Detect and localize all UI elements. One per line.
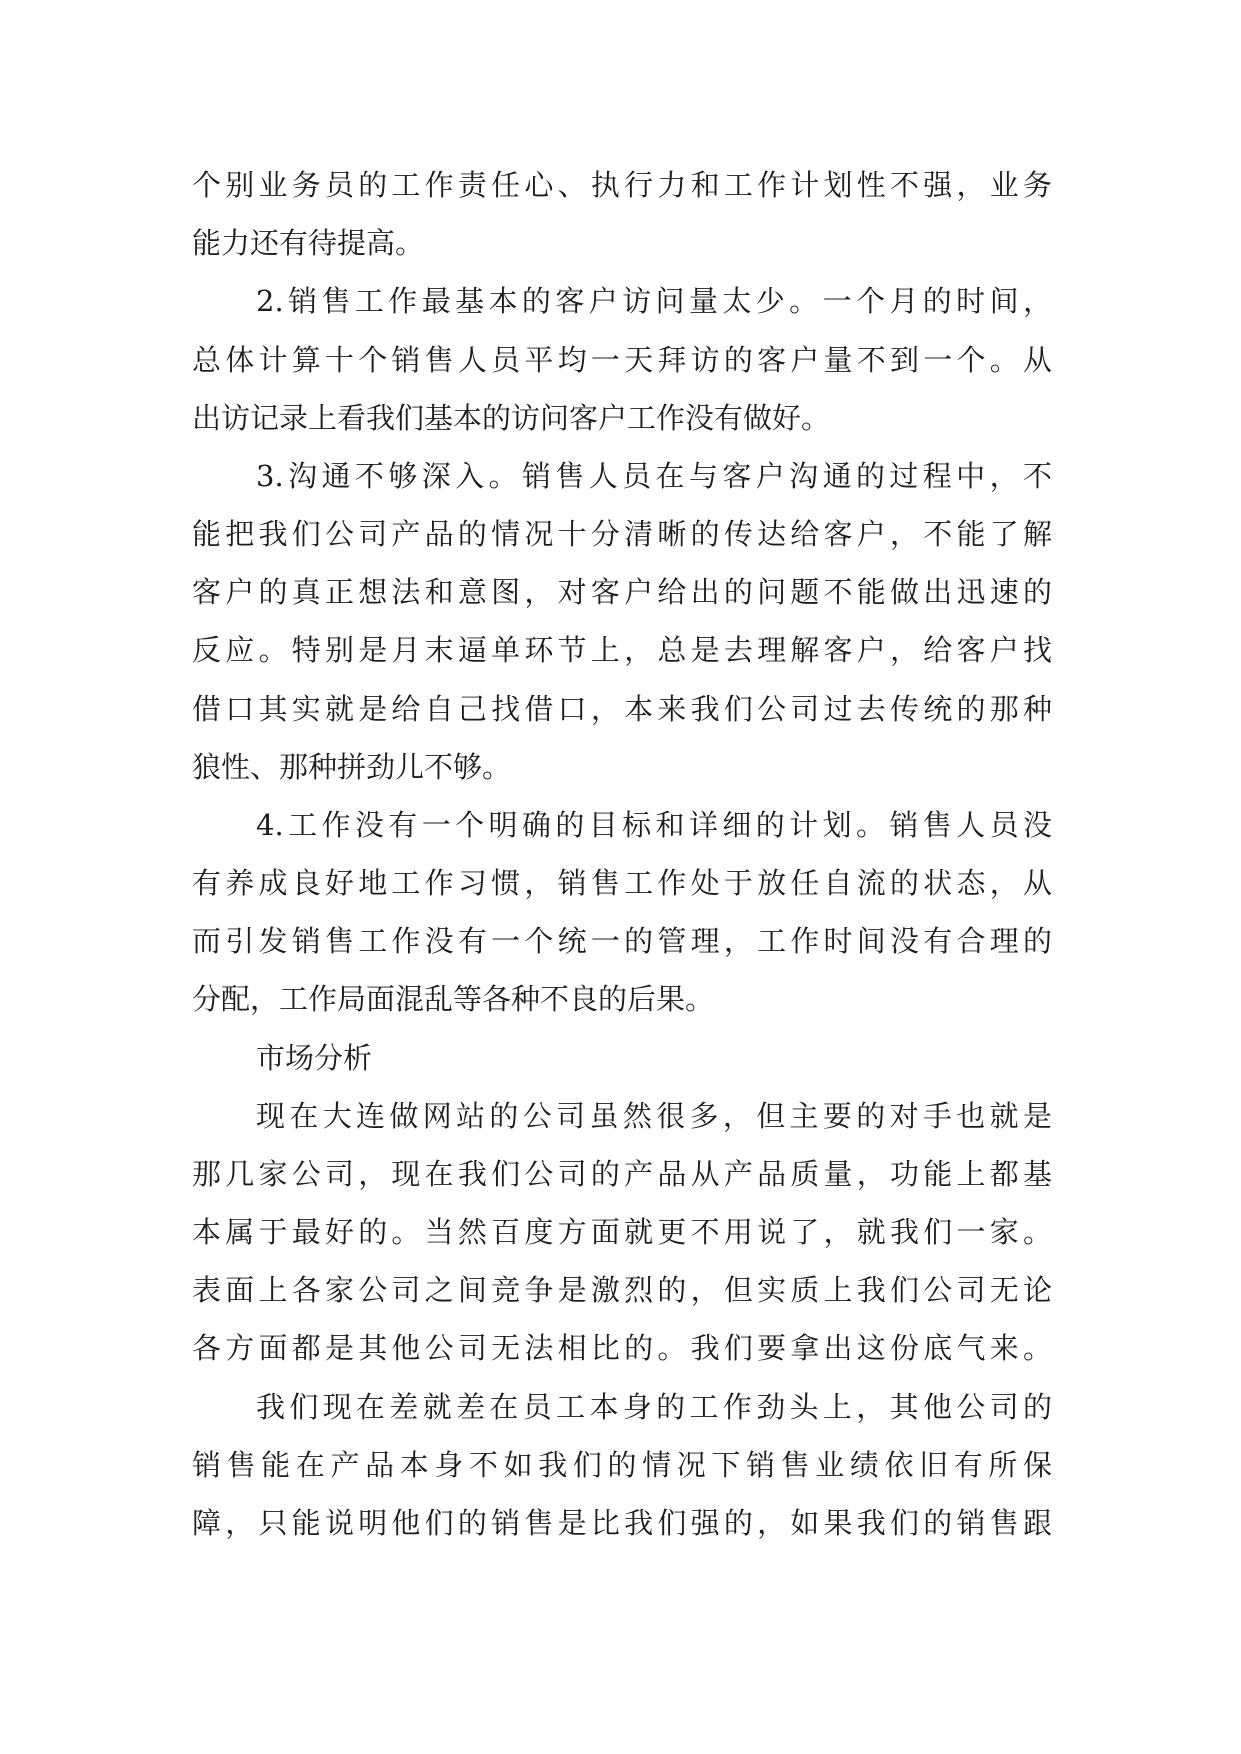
text-line: 有养成良好地工作习惯，销售工作处于放任自流的状态，从 [192,866,1052,900]
text-line: 总体计算十个销售人员平均一天拜访的客户量不到一个。从 [192,343,1052,377]
text-line: 障，只能说明他们的销售是比我们强的，如果我们的销售跟 [192,1506,1052,1540]
text-line: 而引发销售工作没有一个统一的管理，工作时间没有合理的 [192,924,1052,958]
text-line: 能把我们公司产品的情况十分清晰的传达给客户，不能了解 [192,517,1052,551]
text-line: 销售能在产品本身不如我们的情况下销售业绩依旧有所保 [192,1448,1052,1482]
text-line: 能力还有待提高。 [192,226,425,260]
text-line: 本属于最好的。当然百度方面就更不用说了，就我们一家。 [192,1215,1052,1249]
text-line: 2.销售工作最基本的客户访问量太少。一个月的时间， [256,284,1052,318]
text-line: 现在大连做网站的公司虽然很多，但主要的对手也就是 [256,1099,1052,1133]
text-line: 借口其实就是给自己找借口，本来我们公司过去传统的那种 [192,692,1052,726]
text-line: 那几家公司，现在我们公司的产品从产品质量，功能上都基 [192,1157,1052,1191]
text-line: 客户的真正想法和意图，对客户给出的问题不能做出迅速的 [192,575,1052,609]
text-line: 我们现在差就差在员工本身的工作劲头上，其他公司的 [256,1390,1052,1424]
text-line: 个别业务员的工作责任心、执行力和工作计划性不强，业务 [192,168,1052,202]
text-line: 表面上各家公司之间竞争是激烈的，但实质上我们公司无论 [192,1273,1052,1307]
text-line: 出访记录上看我们基本的访问客户工作没有做好。 [192,401,831,435]
text-line: 狼性、那种拼劲儿不够。 [192,750,512,784]
text-line: 3.沟通不够深入。销售人员在与客户沟通的过程中，不 [256,459,1052,493]
text-line: 各方面都是其他公司无法相比的。我们要拿出这份底气来。 [192,1331,1052,1365]
text-line: 反应。特别是月末逼单环节上，总是去理解客户，给客户找 [192,633,1052,667]
text-line: 分配，工作局面混乱等各种不良的后果。 [192,982,715,1016]
text-line: 4.工作没有一个明确的目标和详细的计划。销售人员没 [256,808,1052,842]
section-heading: 市场分析 [256,1041,373,1075]
